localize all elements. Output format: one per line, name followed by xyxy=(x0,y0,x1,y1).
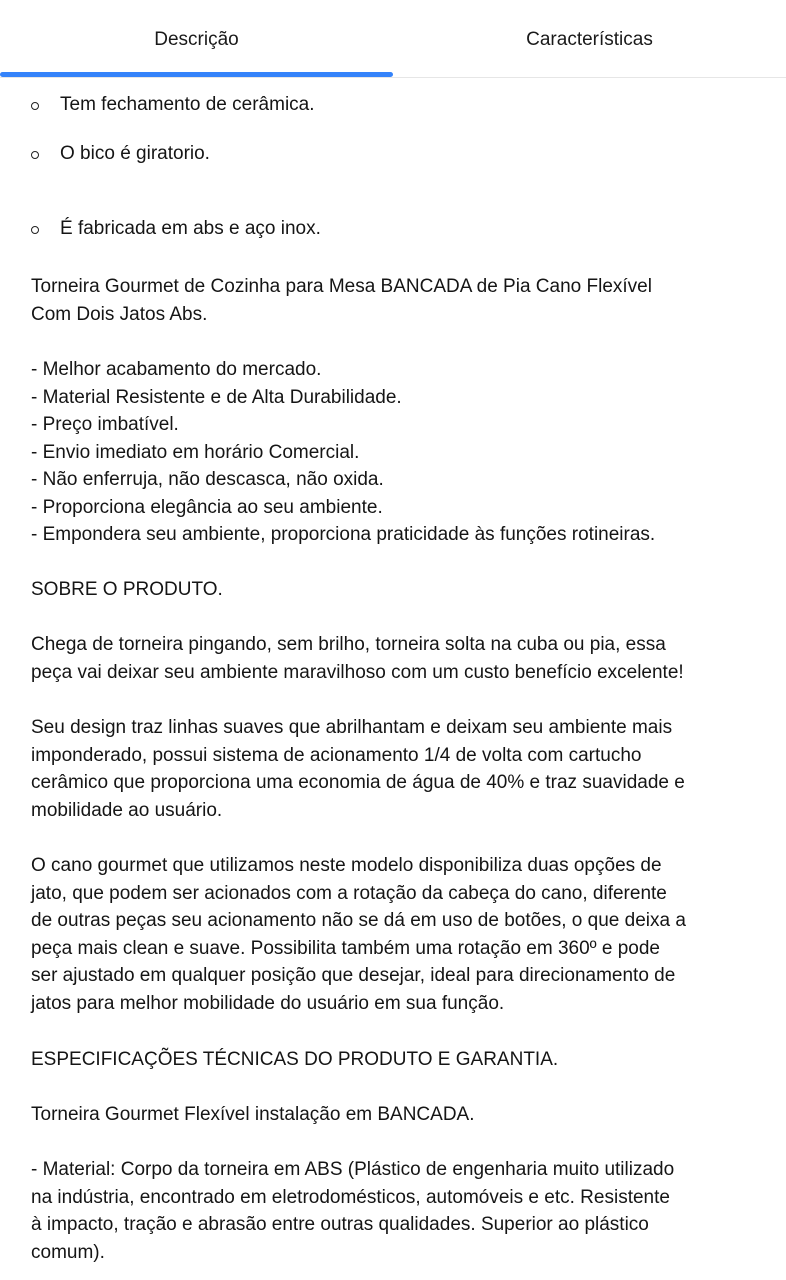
list-item xyxy=(60,91,315,119)
bullet-text: É fabricada em abs e aço inox. xyxy=(60,218,321,239)
about-paragraph-2: Seu design traz linhas suaves que abrilhantam e deixam seu ambiente mais imponderado, possui sistema de acionamento 1/4 de volta com cartucho cerâmico que proporciona uma economia de água de 40% e traz suavidade e mobilidade ao usuário. xyxy=(31,717,685,821)
about-heading: SOBRE O PRODUTO. xyxy=(31,579,223,600)
tab-descricao[interactable] xyxy=(0,0,393,80)
specs-heading: ESPECIFICAÇÕES TÉCNICAS DO PRODUTO E GARANTIA. xyxy=(31,1049,559,1070)
bullet-text: Tem fechamento de cerâmica. xyxy=(60,94,315,115)
tab-divider xyxy=(0,77,786,78)
list-item xyxy=(60,215,321,243)
bullet-circle-icon xyxy=(31,151,39,159)
bullet-circle-icon xyxy=(31,226,39,234)
bullet-circle-icon xyxy=(31,102,39,110)
tab-descricao-label: Descrição xyxy=(154,29,239,50)
about-paragraph-1: Chega de torneira pingando, sem brilho, torneira solta na cuba ou pia, essa peça vai deixar seu ambiente maravilhoso com um custo benefício excelente! xyxy=(31,634,684,683)
specs-paragraph-2: - Material: Corpo da torneira em ABS (Plástico de engenharia muito utilizado na indústria, encontrado em eletrodomésticos, automóveis e etc. Resistente à impacto, tração e abrasão entre outras qualidades. Superior ao plástico comum). xyxy=(31,1159,675,1263)
tab-bar xyxy=(0,0,786,80)
tab-caracteristicas-label: Características xyxy=(526,29,653,50)
bullet-text: O bico é giratorio. xyxy=(60,143,210,164)
about-paragraph-3: O cano gourmet que utilizamos neste modelo disponibiliza duas opções de jato, que podem ser acionados com a rotação da cabeça do cano, diferente de outras peças seu acionamento não se dá em uso de botões, o que deixa a peça mais clean e suave. Possibilita também uma rotação em 360º e pode ser ajustado em qualquer posição que desejar, ideal para direcionamento de jatos para melhor mobilidade do usuário em sua função. xyxy=(31,855,686,1014)
product-intro: Torneira Gourmet de Cozinha para Mesa BANCADA de Pia Cano Flexível Com Dois Jatos Abs. xyxy=(31,276,652,325)
list-item xyxy=(60,140,210,168)
feature-list: - Melhor acabamento do mercado. - Material Resistente e de Alta Durabilidade. - Preço imbatível. - Envio imediato em horário Comercial. - Não enferruja, não descasca, não oxida. - Proporciona elegância ao seu ambiente. - Empondera seu ambiente, proporciona praticidade às funções rotineiras. xyxy=(31,359,656,545)
tab-caracteristicas[interactable] xyxy=(393,0,786,80)
specs-paragraph-1: Torneira Gourmet Flexível instalação em BANCADA. xyxy=(31,1104,475,1125)
